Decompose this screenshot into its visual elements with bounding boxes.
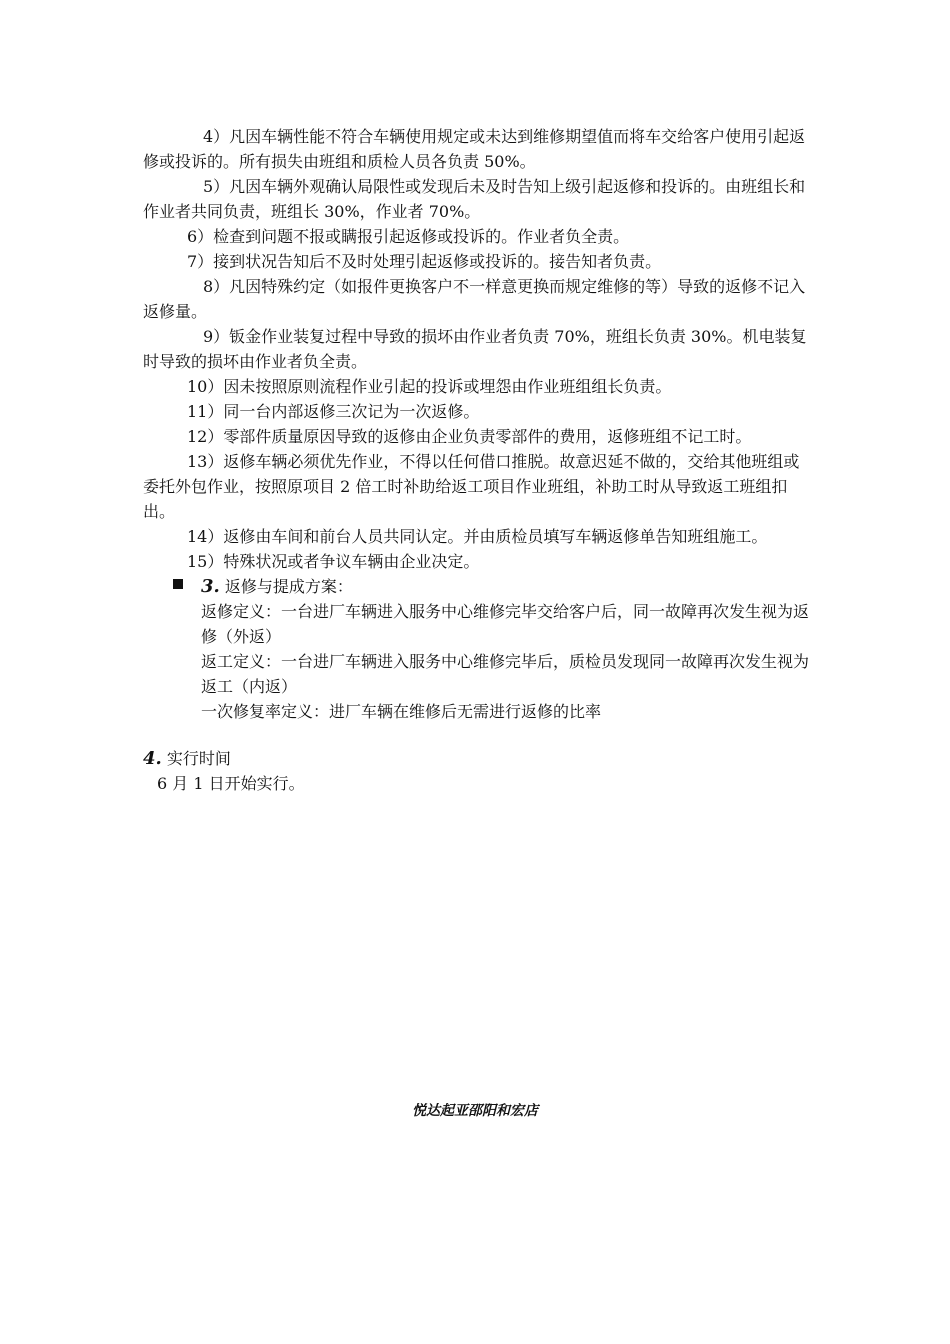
section-4-number: 4. [143,748,162,769]
rule-13: 13）返修车辆必须优先作业，不得以任何借口推脱。故意迟延不做的，交给其他班组或委托外包作业，按照原项目 2 倍工时补助给返工项目作业班组，补助工时从导致返工班组扣出。 [143,452,800,521]
rule-11: 11）同一台内部返修三次记为一次返修。 [187,402,480,421]
rule-4: 4）凡因车辆性能不符合车辆使用规定或未达到维修期望值而将车交给客户使用引起返修或投诉的。所有损失由班组和质检人员各负责 50%。 [143,127,806,171]
section-4-content: 6 月 1 日开始实行。 [157,774,305,793]
rule-8: 8）凡因特殊约定（如报件更换客户不一样意更换而规定维修的等）导致的返修不记入返修量。 [143,277,806,321]
section-3-title: 返修与提成方案： [224,577,353,596]
definition-rework-external: 返修定义：一台进厂车辆进入服务中心维修完毕交给客户后，同一故障再次发生视为返修（外返） [201,602,810,646]
section-4-heading [143,746,813,771]
section-4-title: 实行时间 [166,749,231,768]
rule-5: 5）凡因车辆外观确认局限性或发现后未及时告知上级引起返修和投诉的。由班组长和作业者共同负责，班组长 30%，作业者 70%。 [143,177,806,221]
rule-9: 9）钣金作业装复过程中导致的损坏由作业者负责 70%，班组长负责 30%。机电装复时导致的损坏由作业者负全责。 [143,327,807,371]
definition-rework-internal: 返工定义：一台进厂车辆进入服务中心维修完毕后，质检员发现同一故障再次发生视为返工（内返） [201,652,810,696]
rule-15: 15）特殊状况或者争议车辆由企业决定。 [187,552,480,571]
square-bullet-icon [173,579,183,589]
footer-store-name: 悦达起亚邵阳和宏店 [412,1103,538,1119]
definition-first-fix-rate: 一次修复率定义：进厂车辆在维修后无需进行返修的比率 [201,702,602,721]
rule-14: 14）返修由车间和前台人员共同认定。并由质检员填写车辆返修单告知班组施工。 [187,527,768,546]
section-3-heading [143,574,813,599]
rule-10: 10）因未按照原则流程作业引起的投诉或埋怨由作业班组组长负责。 [187,377,672,396]
document-body [143,124,813,796]
rule-7: 7）接到状况告知后不及时处理引起返修或投诉的。接告知者负责。 [187,252,662,271]
rule-12: 12）零部件质量原因导致的返修由企业负责零部件的费用，返修班组不记工时。 [187,427,752,446]
rule-6: 6）检查到问题不报或瞒报引起返修或投诉的。作业者负全责。 [187,227,630,246]
section-3-number: 3. [201,576,220,597]
